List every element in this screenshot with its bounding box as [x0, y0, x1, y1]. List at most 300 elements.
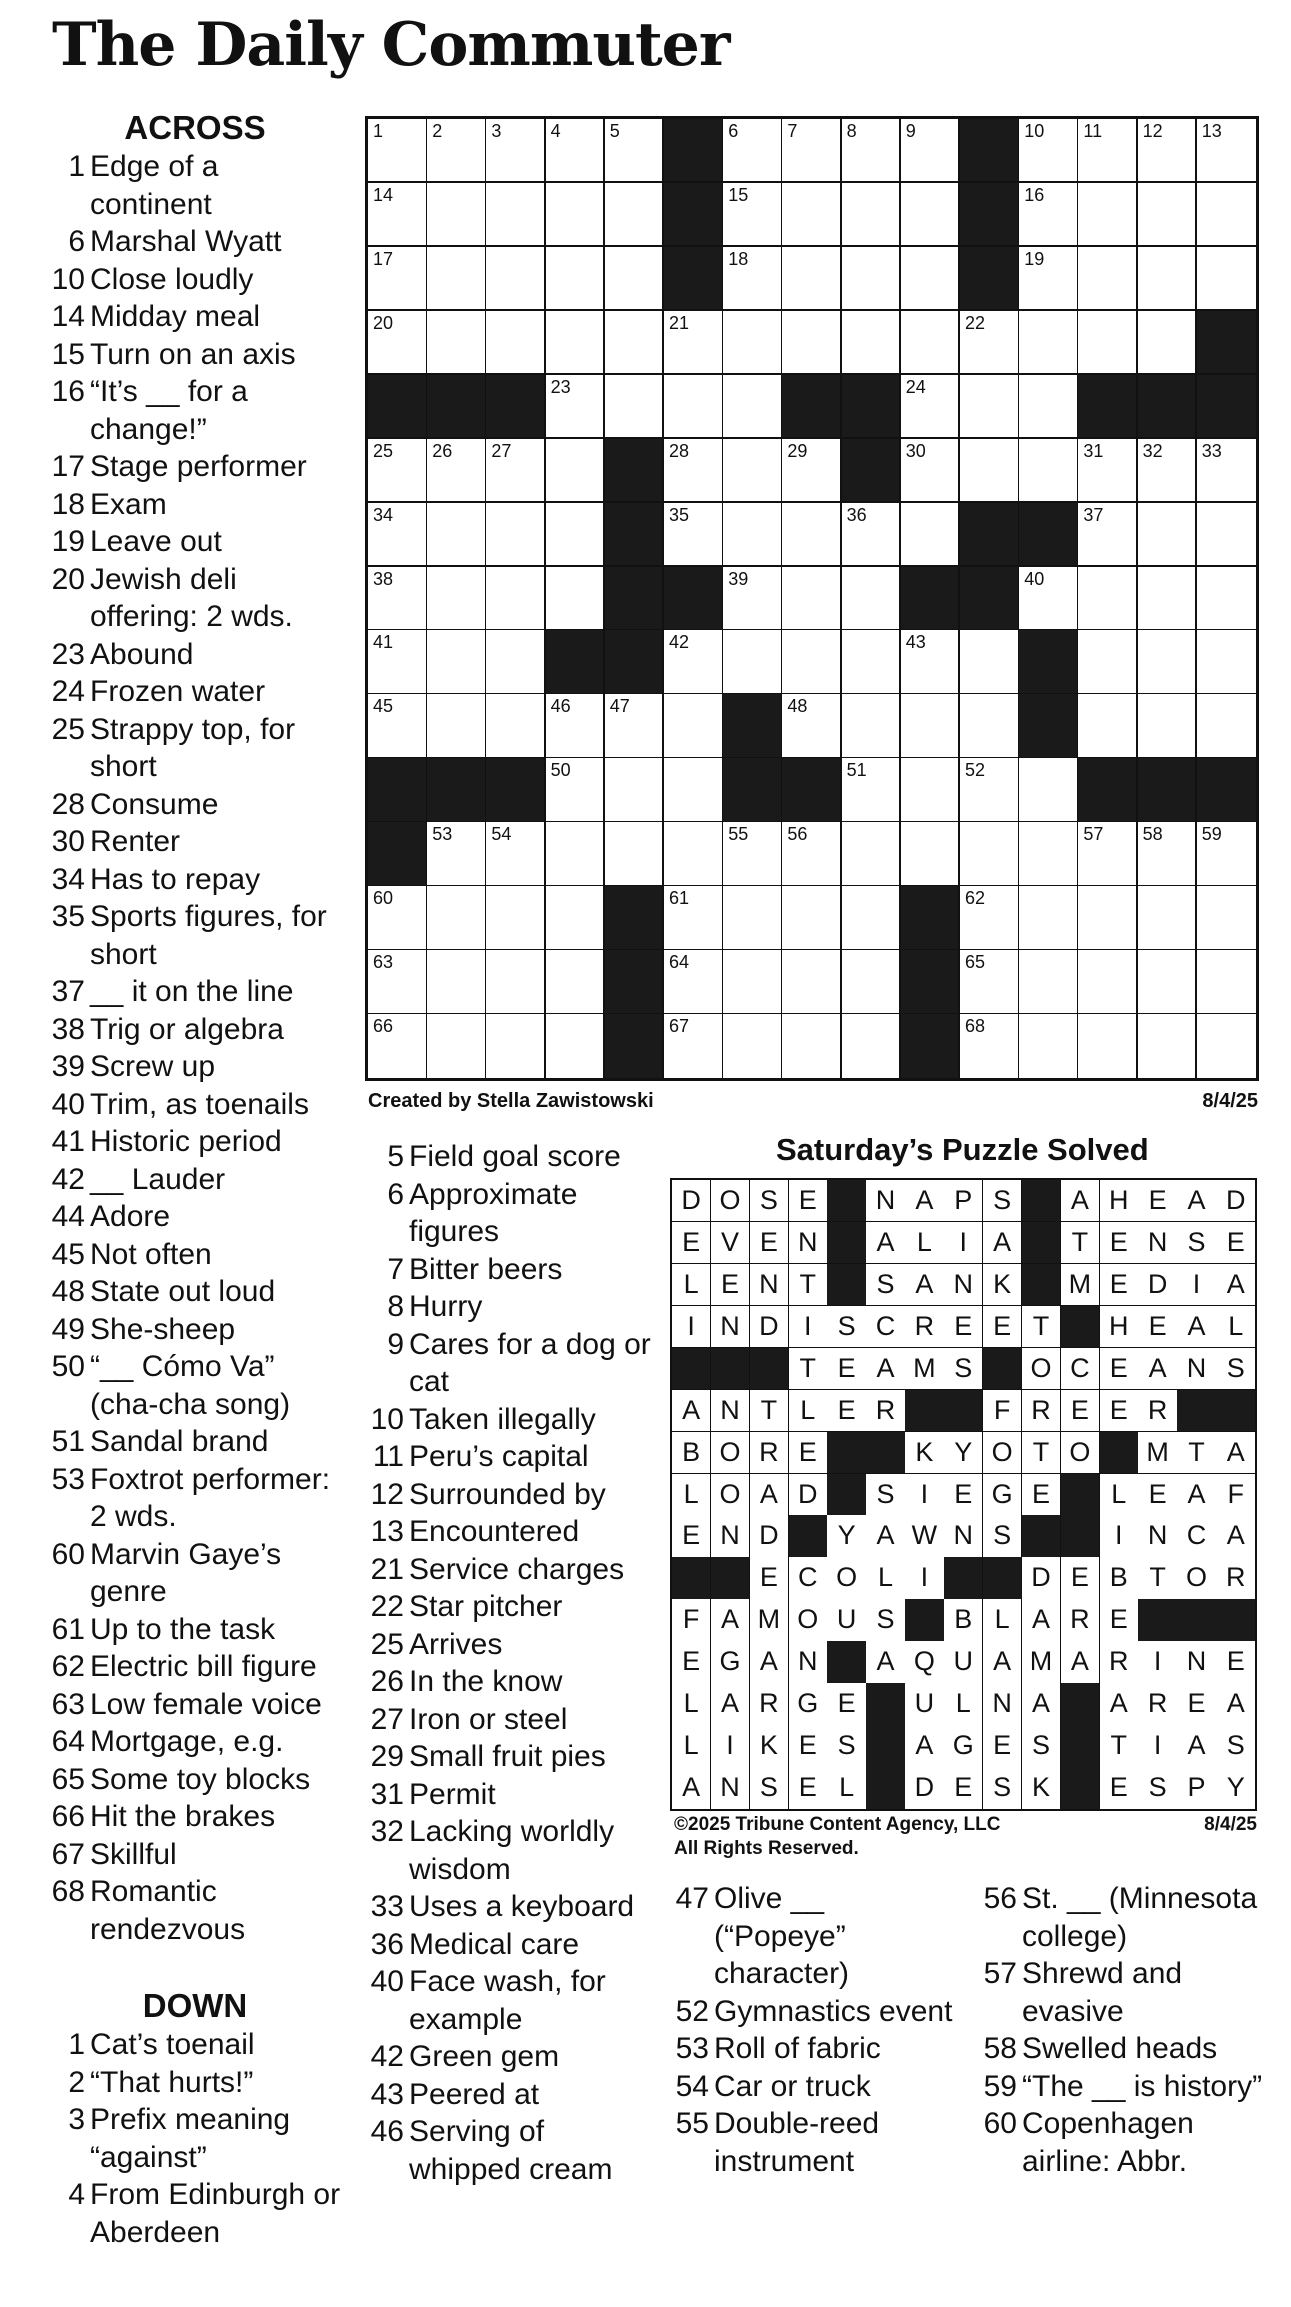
- grid-cell[interactable]: [368, 119, 428, 183]
- grid-cell[interactable]: [1078, 247, 1138, 311]
- grid-cell[interactable]: [1138, 694, 1198, 758]
- clue-text: Leave out: [90, 525, 222, 558]
- solution-letter: U: [944, 1641, 983, 1683]
- grid-cell[interactable]: [1019, 758, 1079, 822]
- grid-cell[interactable]: [427, 183, 487, 247]
- grid-cell[interactable]: [664, 630, 724, 694]
- grid-cell[interactable]: [546, 119, 606, 183]
- grid-cell[interactable]: [1138, 950, 1198, 1014]
- clue-number: 39: [51, 1050, 85, 1083]
- clue-text: “__ Cómo Va” (cha-cha song): [90, 1350, 291, 1421]
- grid-cell[interactable]: [368, 503, 428, 567]
- grid-cell[interactable]: [1019, 375, 1079, 439]
- clue-item: [45, 823, 345, 861]
- grid-cell[interactable]: [605, 375, 665, 439]
- clue-number: 67: [51, 1837, 85, 1871]
- clue-number: 57: [983, 1957, 1017, 1990]
- grid-cell[interactable]: [842, 311, 902, 375]
- grid-cell[interactable]: [664, 694, 724, 758]
- solution-black-square: [905, 1599, 944, 1641]
- grid-cell[interactable]: [1019, 567, 1079, 631]
- grid-cell[interactable]: [842, 822, 902, 886]
- grid-cell[interactable]: [782, 247, 842, 311]
- clue-item: [45, 1086, 345, 1124]
- grid-cell[interactable]: [1138, 822, 1198, 886]
- grid-cell[interactable]: [723, 1014, 783, 1078]
- grid-cell[interactable]: [842, 886, 902, 950]
- solution-letter: E: [1216, 1641, 1255, 1683]
- grid-cell[interactable]: [1078, 311, 1138, 375]
- grid-cell[interactable]: [427, 822, 487, 886]
- clue-text: Not often: [90, 1237, 212, 1271]
- grid-cell[interactable]: [782, 822, 842, 886]
- grid-cell[interactable]: [960, 1014, 1020, 1078]
- clue-number: 27: [370, 1702, 404, 1736]
- grid-cell[interactable]: [664, 758, 724, 822]
- solution-black-square: [1061, 1767, 1100, 1809]
- grid-cell[interactable]: [901, 630, 961, 694]
- grid-cell[interactable]: [1078, 822, 1138, 886]
- clue-text: Marvin Gaye’s genre: [90, 1537, 282, 1608]
- grid-cell[interactable]: [664, 822, 724, 886]
- solution-letter: R: [1216, 1557, 1255, 1599]
- grid-cell[interactable]: [546, 886, 606, 950]
- grid-cell[interactable]: [368, 694, 428, 758]
- black-square: [486, 758, 546, 822]
- grid-cell[interactable]: [1019, 1014, 1079, 1078]
- clue-text: Iron or steel: [409, 1702, 568, 1736]
- solution-letter: A: [1022, 1683, 1061, 1725]
- grid-cell[interactable]: [427, 119, 487, 183]
- clue-item: [660, 1880, 960, 1993]
- clue-item: [45, 523, 345, 561]
- grid-cell[interactable]: [1019, 886, 1079, 950]
- clue-number: 52: [675, 1994, 709, 2028]
- clue-item: [355, 1438, 660, 1476]
- cell-number: 42: [669, 632, 690, 653]
- black-square: [901, 950, 961, 1014]
- cell-number: 57: [1083, 824, 1104, 845]
- grid-cell[interactable]: [782, 183, 842, 247]
- grid-cell[interactable]: [427, 630, 487, 694]
- clue-text: __ it on the line: [90, 975, 294, 1008]
- grid-cell[interactable]: [842, 950, 902, 1014]
- grid-cell[interactable]: [1197, 119, 1256, 183]
- clue-text: Small fruit pies: [409, 1740, 606, 1773]
- clue-text: “That hurts!”: [90, 2065, 254, 2099]
- grid-cell[interactable]: [1019, 311, 1079, 375]
- grid-cell[interactable]: [782, 119, 842, 183]
- solution-black-square: [1216, 1599, 1255, 1641]
- solution-letter: S: [827, 1306, 866, 1348]
- grid-cell[interactable]: [664, 1014, 724, 1078]
- grid-cell[interactable]: [842, 503, 902, 567]
- clue-number: 46: [370, 2115, 404, 2148]
- grid-cell[interactable]: [723, 311, 783, 375]
- grid-cell[interactable]: [605, 183, 665, 247]
- grid-cell[interactable]: [842, 119, 902, 183]
- grid-cell[interactable]: [368, 630, 428, 694]
- solution-letter: R: [1138, 1390, 1177, 1432]
- grid-cell[interactable]: [1197, 822, 1256, 886]
- grid-cell[interactable]: [486, 886, 546, 950]
- black-square: [664, 119, 724, 183]
- clue-text: Surrounded by: [409, 1477, 606, 1511]
- clue-number: 25: [370, 1627, 404, 1661]
- grid-cell[interactable]: [368, 247, 428, 311]
- clue-item: [355, 1626, 660, 1664]
- grid-cell[interactable]: [901, 439, 961, 503]
- grid-cell[interactable]: [1138, 119, 1198, 183]
- grid-cell[interactable]: [1078, 119, 1138, 183]
- grid-cell[interactable]: [546, 247, 606, 311]
- solution-letter: E: [1100, 1264, 1139, 1306]
- black-square: [368, 822, 428, 886]
- solution-letter: M: [1138, 1432, 1177, 1474]
- grid-cell[interactable]: [960, 375, 1020, 439]
- grid-cell[interactable]: [427, 886, 487, 950]
- grid-cell[interactable]: [1078, 886, 1138, 950]
- grid-cell[interactable]: [1019, 247, 1079, 311]
- grid-cell[interactable]: [546, 822, 606, 886]
- clue-text: Marshal Wyatt: [90, 225, 282, 258]
- grid-cell[interactable]: [1138, 247, 1198, 311]
- grid-cell[interactable]: [486, 694, 546, 758]
- grid-cell[interactable]: [605, 822, 665, 886]
- cell-number: 31: [1083, 440, 1104, 461]
- grid-cell[interactable]: [427, 503, 487, 567]
- grid-cell[interactable]: [486, 183, 546, 247]
- grid-cell[interactable]: [723, 247, 783, 311]
- grid-cell[interactable]: [1197, 503, 1256, 567]
- clue-item: [660, 2068, 960, 2106]
- grid-cell[interactable]: [605, 311, 665, 375]
- cell-number: 14: [373, 184, 394, 205]
- grid-cell[interactable]: [723, 439, 783, 503]
- grid-cell[interactable]: [901, 119, 961, 183]
- cell-number: 65: [965, 952, 986, 973]
- grid-cell[interactable]: [546, 375, 606, 439]
- grid-cell[interactable]: [1078, 439, 1138, 503]
- black-square: [1078, 375, 1138, 439]
- solution-letter: N: [789, 1641, 828, 1683]
- grid-cell[interactable]: [960, 950, 1020, 1014]
- solution-letter: S: [944, 1348, 983, 1390]
- clue-item: [45, 2026, 345, 2064]
- grid-cell[interactable]: [546, 183, 606, 247]
- grid-cell[interactable]: [1019, 119, 1079, 183]
- grid-cell[interactable]: [1197, 183, 1256, 247]
- grid-cell[interactable]: [427, 1014, 487, 1078]
- cell-number: 32: [1142, 440, 1163, 461]
- cell-number: 46: [550, 696, 571, 717]
- grid-cell[interactable]: [1138, 311, 1198, 375]
- solution-letter: K: [1022, 1767, 1061, 1809]
- grid-cell[interactable]: [427, 950, 487, 1014]
- grid-cell[interactable]: [1019, 439, 1079, 503]
- clue-number: 60: [51, 1537, 85, 1571]
- clue-text: Turn on an axis: [90, 337, 296, 371]
- cell-number: 12: [1142, 121, 1163, 141]
- clue-number: 51: [51, 1425, 85, 1458]
- grid-cell[interactable]: [1197, 247, 1256, 311]
- solution-letter: A: [711, 1683, 750, 1725]
- grid-cell[interactable]: [842, 630, 902, 694]
- clue-number: 1: [68, 150, 85, 183]
- grid-cell[interactable]: [1078, 950, 1138, 1014]
- grid-cell[interactable]: [486, 439, 546, 503]
- clue-number: 26: [370, 1665, 404, 1698]
- grid-cell[interactable]: [486, 503, 546, 567]
- grid-cell[interactable]: [486, 119, 546, 183]
- grid-cell[interactable]: [546, 758, 606, 822]
- solution-black-square: [1022, 1515, 1061, 1557]
- grid-cell[interactable]: [960, 630, 1020, 694]
- cell-number: 17: [373, 248, 394, 269]
- grid-cell[interactable]: [723, 567, 783, 631]
- grid-cell[interactable]: [486, 567, 546, 631]
- grid-cell[interactable]: [1138, 567, 1198, 631]
- clue-number: 30: [51, 825, 85, 858]
- grid-cell[interactable]: [1138, 503, 1198, 567]
- grid-cell[interactable]: [486, 630, 546, 694]
- clue-text: Arrives: [409, 1627, 503, 1661]
- grid-cell[interactable]: [842, 567, 902, 631]
- grid-cell[interactable]: [782, 694, 842, 758]
- grid-cell[interactable]: [368, 1014, 428, 1078]
- grid-cell[interactable]: [664, 886, 724, 950]
- solution-black-square: [789, 1515, 828, 1557]
- grid-cell[interactable]: [782, 567, 842, 631]
- clue-item: [45, 373, 345, 448]
- solution-letter: R: [1061, 1599, 1100, 1641]
- grid-cell[interactable]: [1078, 630, 1138, 694]
- cell-number: 33: [1201, 440, 1222, 461]
- clue-number: 21: [370, 1552, 404, 1586]
- cell-number: 67: [669, 1016, 690, 1037]
- grid-cell[interactable]: [664, 439, 724, 503]
- grid-cell[interactable]: [1197, 439, 1256, 503]
- cell-number: 9: [905, 121, 916, 141]
- grid-cell[interactable]: [605, 758, 665, 822]
- solution-letter: F: [672, 1599, 711, 1641]
- grid-cell[interactable]: [842, 758, 902, 822]
- grid-cell[interactable]: [1019, 822, 1079, 886]
- solution-letter: S: [866, 1599, 905, 1641]
- grid-cell[interactable]: [605, 119, 665, 183]
- clue-text: Mortgage, e.g.: [90, 1725, 284, 1758]
- grid-cell[interactable]: [1197, 886, 1256, 950]
- grid-cell[interactable]: [427, 439, 487, 503]
- clue-number: 56: [983, 1882, 1017, 1915]
- grid-cell[interactable]: [546, 1014, 606, 1078]
- grid-cell[interactable]: [960, 439, 1020, 503]
- solution-letter: W: [905, 1515, 944, 1557]
- grid-cell[interactable]: [546, 503, 606, 567]
- grid-cell[interactable]: [368, 950, 428, 1014]
- black-square: [368, 375, 428, 439]
- solution-letter: A: [905, 1725, 944, 1767]
- clue-text: Up to the task: [90, 1612, 276, 1646]
- grid-cell[interactable]: [1138, 630, 1198, 694]
- grid-cell[interactable]: [605, 247, 665, 311]
- grid-cell[interactable]: [901, 183, 961, 247]
- grid-cell[interactable]: [546, 567, 606, 631]
- grid-cell[interactable]: [1197, 630, 1256, 694]
- grid-cell[interactable]: [782, 950, 842, 1014]
- grid-cell[interactable]: [1078, 694, 1138, 758]
- clue-text: Double-reed instrument: [714, 2107, 880, 2178]
- grid-cell[interactable]: [1197, 567, 1256, 631]
- grid-cell[interactable]: [782, 630, 842, 694]
- grid-cell[interactable]: [960, 311, 1020, 375]
- grid-cell[interactable]: [486, 311, 546, 375]
- grid-cell[interactable]: [782, 439, 842, 503]
- grid-cell[interactable]: [664, 311, 724, 375]
- grid-cell[interactable]: [1078, 503, 1138, 567]
- clue-item: [355, 1138, 660, 1176]
- solution-letter: E: [1100, 1599, 1139, 1641]
- grid-cell[interactable]: [1138, 1014, 1198, 1078]
- grid-cell[interactable]: [368, 439, 428, 503]
- grid-cell[interactable]: [782, 311, 842, 375]
- clue-text: Skillful: [90, 1837, 177, 1871]
- cell-number: 68: [965, 1016, 986, 1037]
- clue-text: Midday meal: [90, 300, 261, 333]
- grid-cell[interactable]: [901, 694, 961, 758]
- grid-cell[interactable]: [723, 119, 783, 183]
- grid-cell[interactable]: [842, 247, 902, 311]
- grid-cell[interactable]: [368, 886, 428, 950]
- solution-letter: T: [1022, 1306, 1061, 1348]
- grid-cell[interactable]: [901, 247, 961, 311]
- solution-letter: I: [672, 1306, 711, 1348]
- grid-cell[interactable]: [723, 630, 783, 694]
- grid-cell[interactable]: [960, 694, 1020, 758]
- grid-cell[interactable]: [901, 311, 961, 375]
- cell-number: 21: [669, 312, 690, 333]
- grid-cell[interactable]: [960, 886, 1020, 950]
- solution-black-square: [1061, 1725, 1100, 1767]
- grid-cell[interactable]: [901, 822, 961, 886]
- grid-cell[interactable]: [427, 567, 487, 631]
- clue-number: 42: [370, 2040, 404, 2073]
- grid-cell[interactable]: [723, 822, 783, 886]
- solution-letter: L: [944, 1683, 983, 1725]
- grid-cell[interactable]: [368, 311, 428, 375]
- grid-cell[interactable]: [605, 694, 665, 758]
- solution-letter: E: [1138, 1306, 1177, 1348]
- clue-text: Sandal brand: [90, 1425, 269, 1458]
- grid-cell[interactable]: [782, 886, 842, 950]
- clue-item: [355, 1176, 660, 1251]
- grid-cell[interactable]: [427, 247, 487, 311]
- grid-cell[interactable]: [664, 375, 724, 439]
- grid-cell[interactable]: [782, 1014, 842, 1078]
- grid-cell[interactable]: [842, 694, 902, 758]
- solution-letter: O: [789, 1599, 828, 1641]
- clue-text: Gymnastics event: [714, 1994, 953, 2028]
- grid-cell[interactable]: [1197, 1014, 1256, 1078]
- grid-cell[interactable]: [960, 822, 1020, 886]
- grid-cell[interactable]: [782, 503, 842, 567]
- grid-cell[interactable]: [960, 758, 1020, 822]
- grid-cell[interactable]: [486, 1014, 546, 1078]
- grid-cell[interactable]: [546, 439, 606, 503]
- grid-cell[interactable]: [486, 247, 546, 311]
- grid-cell[interactable]: [901, 758, 961, 822]
- grid-cell[interactable]: [1138, 183, 1198, 247]
- clue-item: [355, 1251, 660, 1289]
- grid-cell[interactable]: [723, 950, 783, 1014]
- clue-text: Historic period: [90, 1125, 282, 1158]
- solution-black-square: [827, 1474, 866, 1516]
- grid-cell[interactable]: [901, 375, 961, 439]
- black-square: [605, 1014, 665, 1078]
- clue-number: 54: [675, 2069, 709, 2103]
- grid-cell[interactable]: [723, 375, 783, 439]
- cell-number: 7: [787, 121, 798, 141]
- grid-cell[interactable]: [546, 950, 606, 1014]
- clue-number: 4: [68, 2178, 85, 2211]
- grid-cell[interactable]: [1197, 950, 1256, 1014]
- solution-black-square: [1022, 1180, 1061, 1222]
- grid-cell[interactable]: [368, 183, 428, 247]
- black-square: [664, 183, 724, 247]
- solution-letter: O: [711, 1180, 750, 1222]
- grid-cell[interactable]: [901, 503, 961, 567]
- grid-cell[interactable]: [1078, 183, 1138, 247]
- clue-number: 10: [370, 1402, 404, 1436]
- grid-cell[interactable]: [368, 567, 428, 631]
- down-clue-list-3: [660, 1880, 960, 2180]
- grid-cell[interactable]: [1019, 950, 1079, 1014]
- grid-cell[interactable]: [1078, 1014, 1138, 1078]
- grid-cell[interactable]: [427, 311, 487, 375]
- grid-cell[interactable]: [1078, 567, 1138, 631]
- grid-cell[interactable]: [723, 183, 783, 247]
- clue-item: [965, 1880, 1285, 1955]
- grid-cell[interactable]: [723, 503, 783, 567]
- cell-number: 10: [1024, 121, 1045, 141]
- solution-letter: E: [789, 1767, 828, 1809]
- clue-item: [355, 1926, 660, 1964]
- clue-text: Swelled heads: [1022, 2032, 1218, 2065]
- down-clues-column-2: [355, 1138, 660, 2188]
- grid-cell[interactable]: [842, 1014, 902, 1078]
- grid-cell[interactable]: [546, 311, 606, 375]
- solution-letter: A: [1061, 1180, 1100, 1222]
- grid-cell[interactable]: [842, 183, 902, 247]
- grid-cell[interactable]: [427, 694, 487, 758]
- grid-cell[interactable]: [1197, 694, 1256, 758]
- grid-cell[interactable]: [546, 694, 606, 758]
- clue-item: [965, 2030, 1285, 2068]
- grid-cell[interactable]: [486, 950, 546, 1014]
- grid-cell[interactable]: [664, 950, 724, 1014]
- black-square: [1019, 694, 1079, 758]
- grid-cell[interactable]: [1019, 183, 1079, 247]
- grid-cell[interactable]: [664, 503, 724, 567]
- solution-letter: E: [1022, 1474, 1061, 1516]
- grid-cell[interactable]: [486, 822, 546, 886]
- clue-number: 61: [51, 1612, 85, 1646]
- solution-letter: A: [1216, 1515, 1255, 1557]
- clue-item: [355, 1701, 660, 1739]
- grid-cell[interactable]: [1138, 886, 1198, 950]
- grid-cell[interactable]: [723, 886, 783, 950]
- grid-cell[interactable]: [1138, 439, 1198, 503]
